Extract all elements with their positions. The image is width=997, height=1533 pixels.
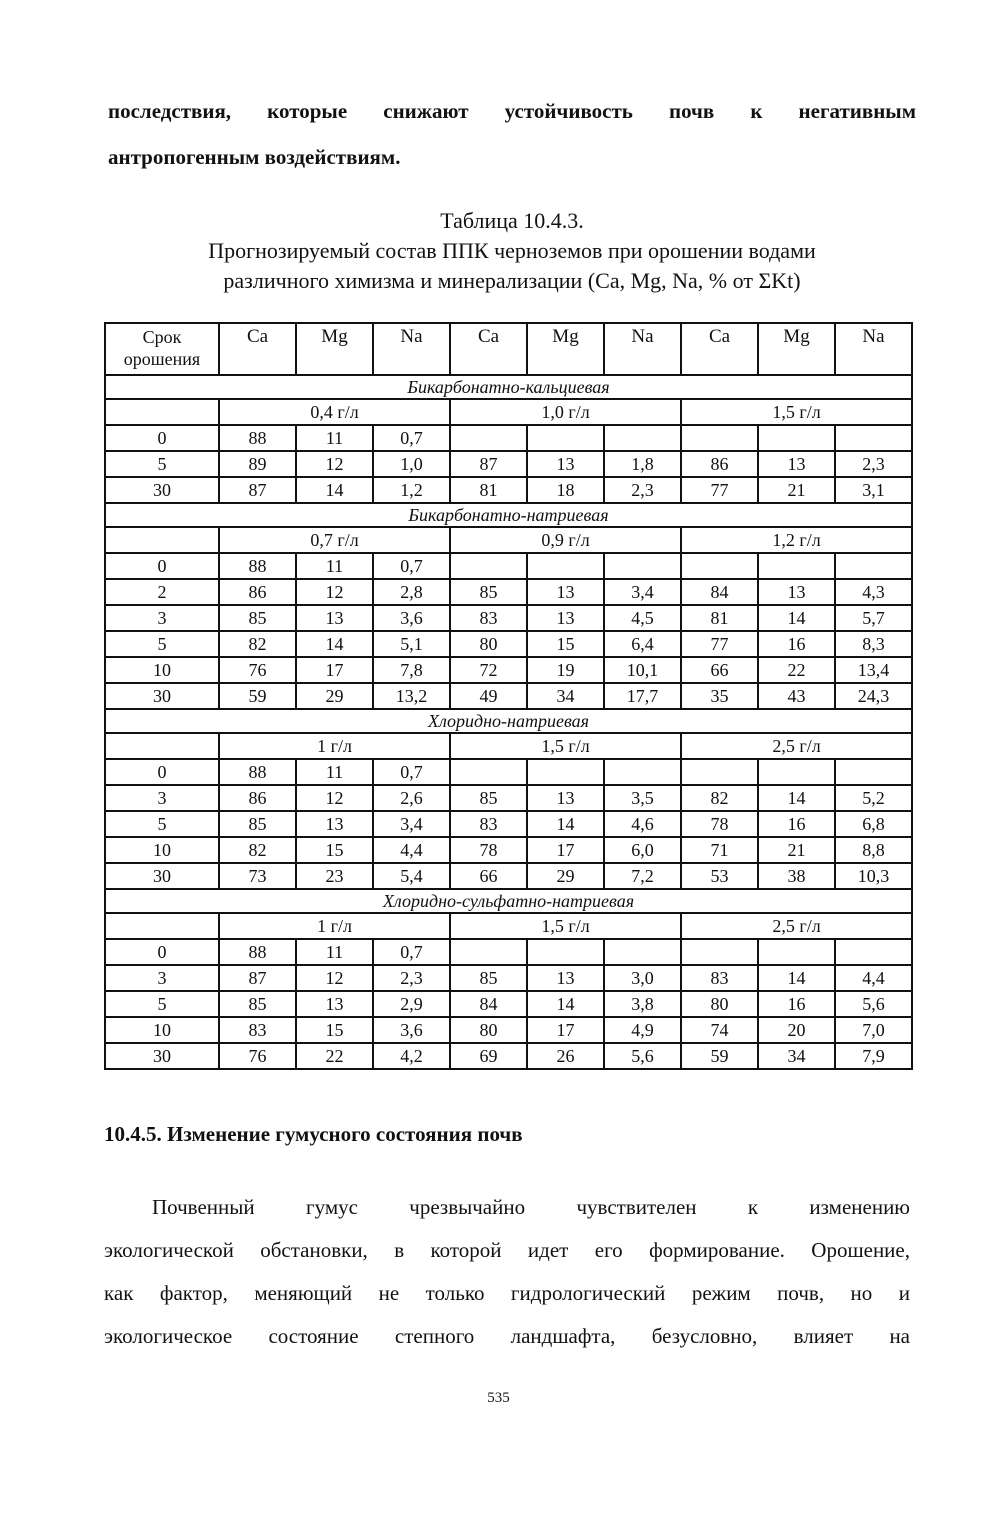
value-cell: 1,0 [373,451,450,477]
value-cell: 4,4 [373,837,450,863]
table-row [105,811,912,837]
concentration-cell: 1,5 г/л [450,913,681,939]
value-cell: 3,6 [373,1017,450,1043]
value-cell: 16 [758,631,835,657]
value-cell: 81 [450,477,527,503]
value-cell: 10,1 [604,657,681,683]
table-row [105,1017,912,1043]
body-paragraph [104,1186,910,1358]
value-cell: 17 [527,837,604,863]
value-cell: 3,4 [604,579,681,605]
table-row [105,785,912,811]
value-cell: 80 [450,631,527,657]
value-cell [835,939,912,965]
value-cell: 38 [758,863,835,889]
value-cell: 14 [296,631,373,657]
value-cell: 3,6 [373,605,450,631]
value-cell: 5,6 [604,1043,681,1069]
value-cell: 66 [681,657,758,683]
value-cell: 11 [296,759,373,785]
table-row [105,553,912,579]
value-cell: 13 [527,965,604,991]
group-row [105,709,912,733]
value-cell [450,759,527,785]
value-cell: 8,3 [835,631,912,657]
value-cell: 19 [527,657,604,683]
value-cell: 6,8 [835,811,912,837]
value-cell: 21 [758,477,835,503]
value-cell: 81 [681,605,758,631]
value-cell: 29 [296,683,373,709]
value-cell [681,939,758,965]
value-cell: 20 [758,1017,835,1043]
value-cell: 86 [219,785,296,811]
value-cell [681,553,758,579]
table-row [105,683,912,709]
value-cell: 12 [296,785,373,811]
value-cell [758,939,835,965]
value-cell: 13 [527,785,604,811]
period-cell: 3 [105,965,219,991]
value-cell: 86 [681,451,758,477]
value-cell: 22 [296,1043,373,1069]
value-cell [681,425,758,451]
value-cell [527,553,604,579]
value-cell: 87 [450,451,527,477]
table-number: Таблица 10.4.3. [440,208,584,233]
value-cell: 80 [681,991,758,1017]
concentration-cell: 1 г/л [219,733,450,759]
value-cell: 14 [758,605,835,631]
value-cell: 12 [296,451,373,477]
value-cell: 29 [527,863,604,889]
concentration-cell: 0,9 г/л [450,527,681,553]
concentration-cell: 2,5 г/л [681,733,912,759]
value-cell [758,759,835,785]
value-cell [450,553,527,579]
value-cell: 4,2 [373,1043,450,1069]
value-cell: 77 [681,631,758,657]
table-row [105,837,912,863]
table-row [105,759,912,785]
value-cell: 5,4 [373,863,450,889]
concentration-cell: 0,7 г/л [219,527,450,553]
value-cell: 15 [527,631,604,657]
value-cell: 3,1 [835,477,912,503]
period-cell: 3 [105,785,219,811]
period-cell: 10 [105,837,219,863]
ppk-composition-table [104,322,913,1070]
concentration-cell: 0,4 г/л [219,399,450,425]
value-cell [604,553,681,579]
header-element: Mg [758,323,835,375]
value-cell: 89 [219,451,296,477]
value-cell: 12 [296,965,373,991]
value-cell: 0,7 [373,759,450,785]
group-row [105,889,912,913]
value-cell: 14 [758,785,835,811]
value-cell: 49 [450,683,527,709]
value-cell: 83 [450,605,527,631]
table-row [105,477,912,503]
header-element: Na [835,323,912,375]
value-cell: 85 [450,785,527,811]
value-cell: 7,8 [373,657,450,683]
value-cell: 3,0 [604,965,681,991]
value-cell [835,425,912,451]
value-cell: 76 [219,657,296,683]
value-cell: 7,9 [835,1043,912,1069]
period-cell: 2 [105,579,219,605]
value-cell: 88 [219,425,296,451]
value-cell: 80 [450,1017,527,1043]
header-element: Na [373,323,450,375]
value-cell: 15 [296,837,373,863]
header-element: Mg [296,323,373,375]
value-cell [604,759,681,785]
body-line: экологическое состояние степного ландшафта, безусловно, влияет на [104,1324,910,1348]
value-cell: 13 [527,579,604,605]
period-cell: 30 [105,477,219,503]
value-cell: 82 [219,837,296,863]
value-cell: 13,2 [373,683,450,709]
group-row [105,375,912,399]
value-cell: 84 [681,579,758,605]
value-cell [604,939,681,965]
period-cell: 30 [105,1043,219,1069]
value-cell: 76 [219,1043,296,1069]
value-cell: 13 [296,605,373,631]
value-cell: 10,3 [835,863,912,889]
value-cell: 14 [758,965,835,991]
value-cell: 14 [527,991,604,1017]
page-number: 535 [487,1390,510,1406]
intro-paragraph [108,88,916,180]
period-cell: 30 [105,863,219,889]
value-cell: 2,8 [373,579,450,605]
table-row [105,451,912,477]
section-heading: 10.4.5. Изменение гумусного состояния почв [104,1122,523,1146]
header-period: Срок орошения [105,323,219,375]
table-caption [108,206,916,296]
value-cell: 2,3 [835,451,912,477]
value-cell: 66 [450,863,527,889]
concentration-cell: 1,5 г/л [450,733,681,759]
value-cell: 34 [527,683,604,709]
empty-cell [105,399,219,425]
period-cell: 10 [105,1017,219,1043]
value-cell: 7,2 [604,863,681,889]
value-cell: 85 [450,965,527,991]
value-cell [681,759,758,785]
value-cell: 18 [527,477,604,503]
value-cell: 26 [527,1043,604,1069]
value-cell: 71 [681,837,758,863]
value-cell: 59 [681,1043,758,1069]
value-cell: 13 [758,579,835,605]
table-header-row [105,323,912,375]
value-cell: 7,0 [835,1017,912,1043]
water-type-label: Хлоридно-сульфатно-натриевая [105,889,912,913]
value-cell [527,939,604,965]
value-cell: 4,5 [604,605,681,631]
period-cell: 5 [105,451,219,477]
value-cell: 4,3 [835,579,912,605]
value-cell: 1,8 [604,451,681,477]
value-cell: 88 [219,553,296,579]
concentration-row [105,399,912,425]
value-cell: 2,6 [373,785,450,811]
value-cell: 5,6 [835,991,912,1017]
value-cell: 35 [681,683,758,709]
value-cell: 14 [296,477,373,503]
value-cell [758,553,835,579]
period-cell: 3 [105,605,219,631]
value-cell: 8,8 [835,837,912,863]
concentration-row [105,733,912,759]
table-body [105,375,912,1069]
value-cell [527,759,604,785]
value-cell: 24,3 [835,683,912,709]
value-cell: 4,9 [604,1017,681,1043]
value-cell: 83 [219,1017,296,1043]
concentration-cell: 1,5 г/л [681,399,912,425]
value-cell: 5,1 [373,631,450,657]
value-cell: 86 [219,579,296,605]
water-type-label: Хлоридно-натриевая [105,709,912,733]
table-row [105,425,912,451]
period-cell: 0 [105,553,219,579]
value-cell: 11 [296,939,373,965]
period-cell: 5 [105,811,219,837]
value-cell: 83 [450,811,527,837]
value-cell: 82 [681,785,758,811]
concentration-cell: 1,0 г/л [450,399,681,425]
table-row [105,605,912,631]
value-cell: 4,6 [604,811,681,837]
value-cell: 13,4 [835,657,912,683]
value-cell: 78 [450,837,527,863]
value-cell: 2,9 [373,991,450,1017]
value-cell: 13 [527,451,604,477]
value-cell: 43 [758,683,835,709]
value-cell: 0,7 [373,425,450,451]
value-cell: 59 [219,683,296,709]
intro-line-1: последствия, которые снижают устойчивость почв к негативным [108,99,916,123]
value-cell: 85 [219,811,296,837]
period-cell: 30 [105,683,219,709]
value-cell: 3,5 [604,785,681,811]
value-cell: 14 [527,811,604,837]
value-cell: 78 [681,811,758,837]
value-cell: 83 [681,965,758,991]
value-cell: 15 [296,1017,373,1043]
value-cell: 0,7 [373,939,450,965]
header-element: Ca [450,323,527,375]
value-cell: 5,7 [835,605,912,631]
water-type-label: Бикарбонатно-натриевая [105,503,912,527]
value-cell: 11 [296,553,373,579]
value-cell: 17,7 [604,683,681,709]
concentration-cell: 1 г/л [219,913,450,939]
value-cell: 16 [758,811,835,837]
body-line: как фактор, меняющий не только гидрологический режим почв, но и [104,1281,910,1305]
value-cell: 4,4 [835,965,912,991]
value-cell: 16 [758,991,835,1017]
concentration-cell: 2,5 г/л [681,913,912,939]
value-cell: 85 [450,579,527,605]
table-row [105,991,912,1017]
value-cell: 85 [219,605,296,631]
period-cell: 0 [105,425,219,451]
table-row [105,657,912,683]
value-cell: 3,8 [604,991,681,1017]
value-cell: 6,4 [604,631,681,657]
concentration-row [105,913,912,939]
value-cell [835,759,912,785]
value-cell: 74 [681,1017,758,1043]
table-row [105,965,912,991]
period-cell: 10 [105,657,219,683]
intro-line-2: антропогенным воздействиям. [108,145,401,169]
value-cell: 69 [450,1043,527,1069]
period-cell: 5 [105,991,219,1017]
empty-cell [105,733,219,759]
value-cell: 77 [681,477,758,503]
water-type-label: Бикарбонатно-кальциевая [105,375,912,399]
value-cell: 2,3 [373,965,450,991]
value-cell [527,425,604,451]
value-cell: 13 [527,605,604,631]
value-cell: 13 [296,991,373,1017]
value-cell: 87 [219,965,296,991]
period-cell: 0 [105,759,219,785]
period-cell: 5 [105,631,219,657]
header-element: Na [604,323,681,375]
value-cell [450,425,527,451]
body-line: Почвенный гумус чрезвычайно чувствителен к изменению [152,1195,910,1219]
header-element: Mg [527,323,604,375]
period-cell: 0 [105,939,219,965]
value-cell [450,939,527,965]
table-row [105,631,912,657]
value-cell: 0,7 [373,553,450,579]
concentration-row [105,527,912,553]
value-cell: 88 [219,939,296,965]
value-cell: 53 [681,863,758,889]
value-cell: 13 [758,451,835,477]
header-element: Ca [681,323,758,375]
value-cell: 17 [296,657,373,683]
value-cell: 1,2 [373,477,450,503]
value-cell [604,425,681,451]
value-cell: 87 [219,477,296,503]
group-row [105,503,912,527]
value-cell [758,425,835,451]
value-cell: 17 [527,1017,604,1043]
value-cell: 11 [296,425,373,451]
value-cell: 5,2 [835,785,912,811]
empty-cell [105,913,219,939]
value-cell: 3,4 [373,811,450,837]
concentration-cell: 1,2 г/л [681,527,912,553]
value-cell: 85 [219,991,296,1017]
header-element: Ca [219,323,296,375]
table-row [105,579,912,605]
value-cell [835,553,912,579]
value-cell: 34 [758,1043,835,1069]
value-cell: 72 [450,657,527,683]
value-cell: 22 [758,657,835,683]
value-cell: 82 [219,631,296,657]
table-title: Прогнозируемый состав ППК черноземов при орошении водами различного химизма и минерализации (Ca, Mg, Na, % от ΣKt) [208,238,816,293]
value-cell: 23 [296,863,373,889]
empty-cell [105,527,219,553]
value-cell: 2,3 [604,477,681,503]
value-cell: 88 [219,759,296,785]
value-cell: 21 [758,837,835,863]
table-row [105,1043,912,1069]
value-cell: 13 [296,811,373,837]
body-line: экологической обстановки, в которой идет его формирование. Орошение, [104,1238,910,1262]
value-cell: 6,0 [604,837,681,863]
table-row [105,939,912,965]
value-cell: 73 [219,863,296,889]
table-row [105,863,912,889]
value-cell: 12 [296,579,373,605]
value-cell: 84 [450,991,527,1017]
